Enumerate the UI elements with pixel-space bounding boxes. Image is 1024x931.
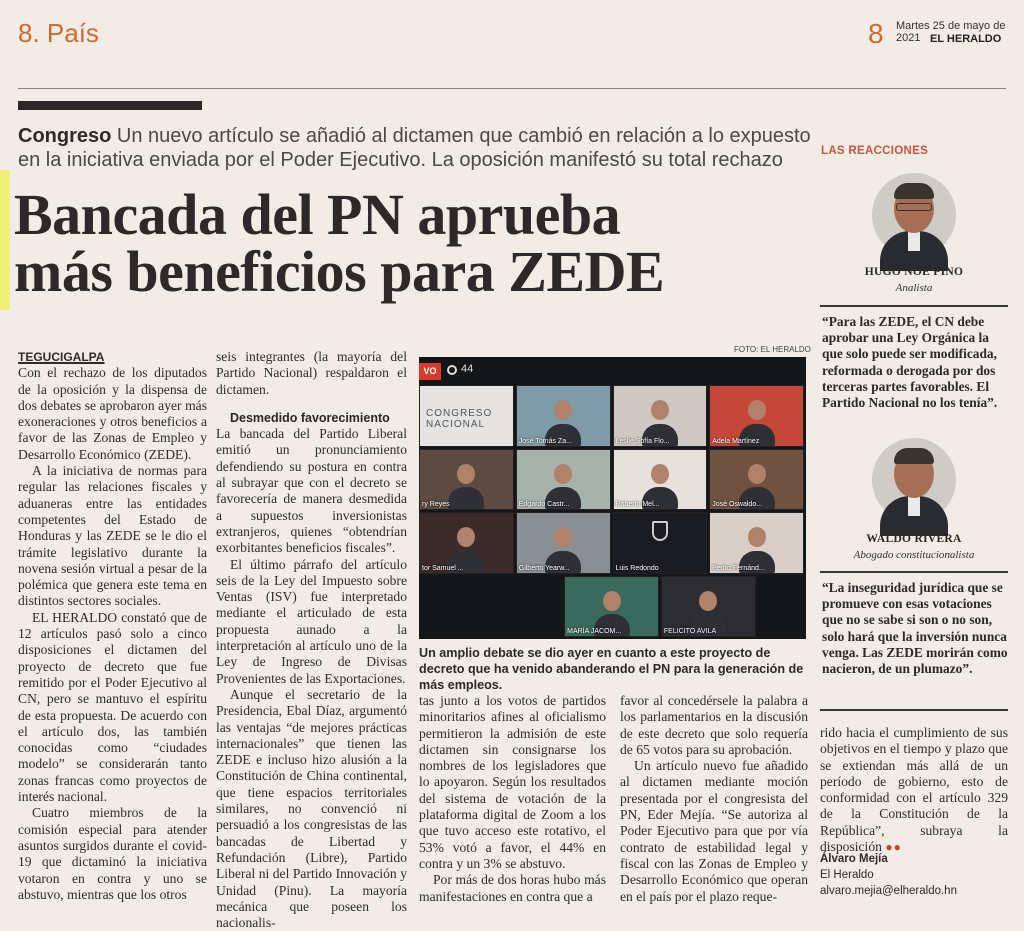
participant-tile <box>564 576 659 638</box>
reaction-name: WALDO RIVERA <box>866 533 962 545</box>
reaction-quote: “Para las ZEDE, el CN debe aprobar una Ley Orgánica la que solo puede ser modificada, reformada o derogada por dos terceras partes favorables. El Partido Nacional no los tenía”. <box>822 314 998 411</box>
deck-kicker: Congreso <box>18 125 112 147</box>
participant-name: José Oswaldo... <box>712 501 763 508</box>
participant-tile <box>709 512 804 574</box>
avatar <box>872 173 956 257</box>
participant-name: tor Samuel ... <box>422 564 464 572</box>
headline <box>14 182 814 304</box>
participant-tile <box>709 385 804 447</box>
end-mark: ●● <box>885 840 902 855</box>
live-badge: VO <box>419 363 441 380</box>
portrait-shirt <box>908 496 920 516</box>
portrait-hair <box>894 448 934 464</box>
participant-name: Luis Redondo <box>615 564 659 572</box>
section-label: 8. País <box>18 18 99 48</box>
paragraph: tas junto a los votos de partidos minoritarios afines al oficialismo permitieron la admisión de este dictamen sin consignarse los nombres de los legisladores que lo apoyaron. Según los resultados del sistema de votación de la plataforma digital de Zoom a los que tuvo acceso este rotativo, el 53% votó a favor, el 44% en contra y un 3% se abstuvo. <box>419 693 606 871</box>
participant-head <box>554 400 572 420</box>
participant-tile <box>516 512 611 574</box>
participant-name: FELICITO AVILA <box>663 628 717 635</box>
participant-name: Pedro Fernánd... <box>712 564 765 572</box>
headline-line-1: Bancada del PN aprueba <box>14 182 621 247</box>
divider <box>820 305 1008 307</box>
paragraph: Con el rechazo de los diputados de la oposición y la dispensa de dos debates se aprobaron ayer más exoneraciones y otros beneficios a favor de las Zonas de Empleo y Desarrollo Económico (ZEDE). <box>18 365 207 462</box>
participant-head <box>651 400 669 420</box>
participant-name: ry Reyes <box>422 501 450 508</box>
participant-head <box>699 591 717 611</box>
participant-tile <box>613 385 708 447</box>
participant-tile <box>661 576 756 638</box>
participant-tile <box>613 512 708 574</box>
divider <box>820 571 1008 573</box>
participant-tile <box>516 385 611 447</box>
participant-head <box>748 464 766 484</box>
glasses-icon <box>896 203 932 211</box>
headline-line-2: más beneficios para ZEDE <box>14 239 665 304</box>
paragraph: Cuatro miembros de la comisión especial para atender asuntos surgidos durante el covid-19 que dictaminó la iniciativa votaron en contra y uno se abstuvo, mientras que los otros <box>18 805 207 902</box>
divider <box>820 709 1008 711</box>
author-email: alvaro.mejia@elheraldo.hn <box>820 885 957 897</box>
article-column-1 <box>18 349 207 903</box>
paragraph: A la iniciativa de normas para regular las relaciones fiscales y aduaneras entre las entidades competentes del Estado de Honduras y las ZEDE se le dio el trámite legislativo durante la novena sesión virtual a pesar de la polémica que genera este tema en distintos sectores sociales. <box>18 463 207 609</box>
avatar <box>872 438 956 522</box>
yellow-highlight-mark <box>0 170 10 310</box>
participant-name: Edgardo Castr... <box>518 501 570 508</box>
paragraph: rido hacia el cumplimiento de sus objetivos en el tiempo y plazo que se extiendan más allá de un período de gobierno, esto de conformidad con el artículo 329 de la Constitución de la República”, subraya la disposición <box>820 725 1008 855</box>
paragraph: Un artículo nuevo fue añadido al dictamen mediante moción presentada por el congresista del PN, Eder Mejía. “Se autoriza al Poder Ejecutivo para que por vía contrato de estabilidad legal y fiscal con las Zonas de Empleo y Desarrollo Económico que operan en el país por el plazo reque- <box>620 758 808 904</box>
section-bar <box>18 101 202 110</box>
participant-head <box>457 464 475 484</box>
participant-name: Roberto Mel... <box>615 501 660 508</box>
subheading: Desmedido favorecimiento <box>230 410 390 425</box>
paragraph: favor al concedérsele la palabra a los parlamentarios en la discusión de este decreto que solo requería de 65 votos para su aprobación. <box>620 693 808 757</box>
video-conference-photo <box>419 357 806 639</box>
viewer-count: 44 <box>461 363 474 375</box>
article-column-4 <box>620 693 808 905</box>
participant-head <box>748 527 766 547</box>
participant-head <box>651 464 669 484</box>
byline <box>820 851 957 899</box>
reaction-role: Analista <box>895 282 933 294</box>
stream-top-bar <box>419 357 806 385</box>
photo-credit: FOTO: EL HERALDO <box>734 345 811 354</box>
article-deck <box>18 124 814 172</box>
portrait-shirt <box>908 231 920 251</box>
participant-head <box>457 527 475 547</box>
participant-body <box>448 487 484 509</box>
tile-logo-text: CONGRESO NACIONAL <box>426 408 493 430</box>
congress-shield-icon <box>652 521 668 541</box>
participant-name: Gilberto Yearw... <box>518 564 570 572</box>
participant-head <box>748 400 766 420</box>
dateline: TEGUCIGALPA <box>18 350 105 364</box>
eye-icon <box>447 365 457 375</box>
participant-tile <box>613 449 708 511</box>
paragraph: seis integrantes (la mayoría del Partido Nacional) respaldaron el dictamen. <box>216 349 407 397</box>
paragraph: Por más de dos horas hubo más manifestaciones en contra que a <box>419 872 606 904</box>
participant-head <box>554 464 572 484</box>
participant-head <box>603 591 621 611</box>
participant-head <box>554 527 572 547</box>
author-name: Álvaro Mejía <box>820 853 888 865</box>
participant-tile <box>419 385 514 447</box>
paragraph: La bancada del Partido Liberal emitió un pronunciamiento defendiendo su postura en contra al subrayar que con el decreto se favorecería de manera desmedida a supuestos inversionistas extranjeros, quienes “obtendrían exorbitantes beneficios fiscales”. <box>216 426 407 556</box>
participant-tile <box>516 449 611 511</box>
participant-name: Leslie Sofía Flo... <box>615 437 670 445</box>
deck-text: Un nuevo artículo se añadió al dictamen que cambió en relación a lo expuesto en la iniciativa enviada por el Poder Ejecutivo. La oposición manifestó su total rechazo <box>18 125 811 171</box>
author-outlet: El Heraldo <box>820 869 874 881</box>
reaction-name: HUGO NOÉ PINO <box>864 266 964 278</box>
page-number: 8 <box>868 18 884 49</box>
reaction-role: Abogado constitucionalista <box>853 549 975 561</box>
participant-tile <box>419 512 514 574</box>
portrait-hair <box>894 183 934 199</box>
participant-name: MARÍA JACOM... <box>567 628 622 635</box>
participant-tile <box>709 449 804 511</box>
reactions-title: LAS REACCIONES <box>821 145 929 157</box>
paragraph: Aunque el secretario de la Presidencia, Ebal Díaz, argumentó las ventajas “de mejores prácticas internacionales” que tienen las ZEDE e incluso hizo alusión a la Constitución de China continental, que tiene espacios territoriales similares, no convenció ni persuadió a los congresistas de las bancadas de Libertad y Refundación (Libre), Partido Liberal ni del Partido Innovación y Unidad (Pinu). La mayoría mecánica que poseen los nacionalis- <box>216 686 407 931</box>
header-rule <box>18 88 1006 89</box>
paragraph: El último párrafo del artículo seis de la Ley del Impuesto sobre Ventas (ISV) fue interpretado mediante el articulado de esta propuesta aunado a la interpretación al artículo uno de la Ley de Ingreso de Divisas Provenientes de las Exportaciones. <box>216 556 407 686</box>
newspaper-name: EL HERALDO <box>930 33 1002 45</box>
article-column-5 <box>820 725 1008 855</box>
participant-tile <box>419 449 514 511</box>
participant-name: Adela Martínez <box>712 437 760 445</box>
issue-date: Martes 25 de mayo de 2021 <box>896 20 1006 44</box>
reaction-quote: “La inseguridad jurídica que se promueve con esas votaciones que no se sabe si son o no son, solo hará que la inversión nunca venga. Las ZEDE morirán como nacieron, de un plumazo”. <box>822 580 1008 677</box>
participant-name: José Tomás Za... <box>518 437 572 445</box>
paragraph: EL HERALDO constató que de 12 artículos pasó solo a cinco disposiciones el dictamen del proyecto de decreto que fue remitido por el Poder Ejecutivo al CN, pero se mantuvo el espíritu de esta propuesta. De acuerdo con el artículo dos, las también conocidas como “ciudades modelo” se considerarán tanto zonas francas como proyectos de interés nacional. <box>18 609 207 805</box>
photo-caption: Un amplio debate se dio ayer en cuanto a este proyecto de decreto que ha venido abanderando el PN para la generación de más empleos. <box>419 646 804 692</box>
article-column-2 <box>216 349 407 931</box>
article-column-3 <box>419 693 606 905</box>
